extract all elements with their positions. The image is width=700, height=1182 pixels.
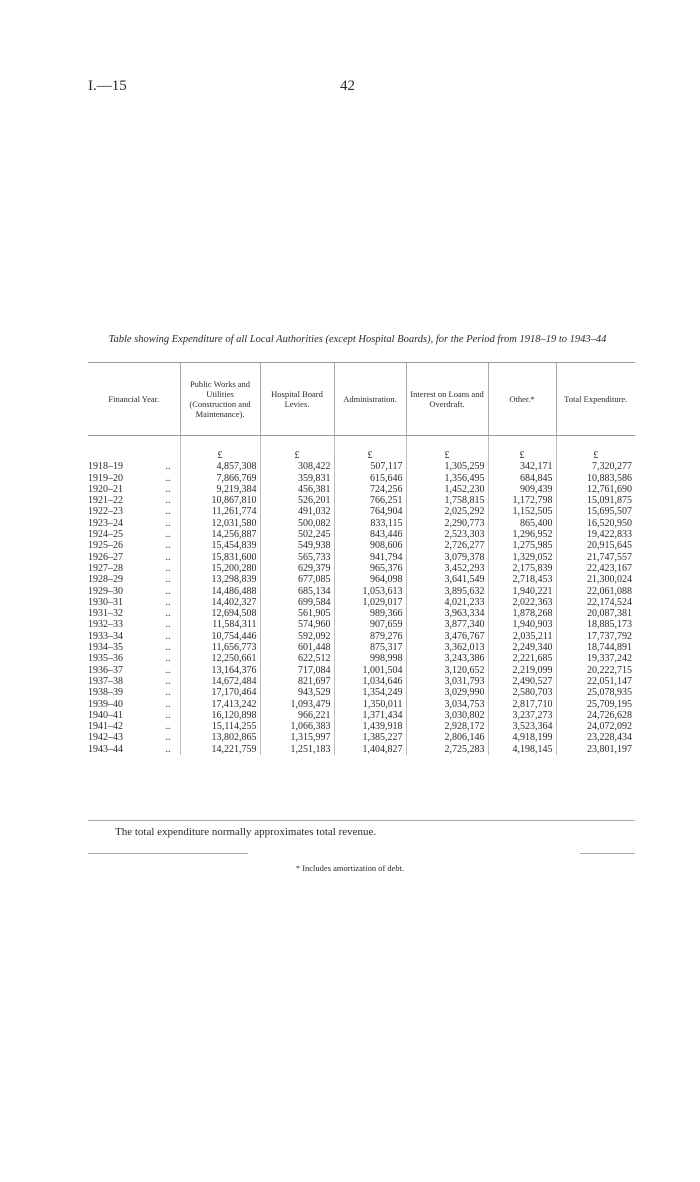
cell-total: 20,915,645 xyxy=(556,540,635,551)
cell-public-works: 13,164,376 xyxy=(180,665,260,676)
cell-admin: 615,646 xyxy=(334,473,406,484)
cell-interest: 3,079,378 xyxy=(406,552,488,563)
financial-year: 1936–37 xyxy=(88,664,123,676)
financial-year: 1922–23 xyxy=(88,506,123,518)
financial-year: 1934–35 xyxy=(88,642,123,654)
leader-dots: .. xyxy=(165,608,171,620)
cell-public-works: 12,031,580 xyxy=(180,518,260,529)
cell-other: 3,523,364 xyxy=(488,721,556,732)
currency-symbol: £ xyxy=(488,436,556,462)
cell-other: 1,152,505 xyxy=(488,506,556,517)
cell-other: 1,940,221 xyxy=(488,586,556,597)
cell-public-works: 10,754,446 xyxy=(180,631,260,642)
leader-dots: .. xyxy=(165,506,171,518)
leader-dots: .. xyxy=(165,619,171,631)
leader-dots: .. xyxy=(165,630,171,642)
leader-dots: .. xyxy=(165,596,171,608)
cell-admin: 964,098 xyxy=(334,574,406,585)
cell-total: 24,726,628 xyxy=(556,710,635,721)
cell-admin: 965,376 xyxy=(334,563,406,574)
financial-year: 1920–21 xyxy=(88,483,123,495)
cell-interest: 3,476,767 xyxy=(406,631,488,642)
cell-total: 18,744,891 xyxy=(556,642,635,653)
currency-symbol: £ xyxy=(334,436,406,462)
cell-public-works: 16,120,898 xyxy=(180,710,260,721)
cell-interest: 3,362,013 xyxy=(406,642,488,653)
currency-symbol: £ xyxy=(180,436,260,462)
cell-public-works: 14,256,887 xyxy=(180,529,260,540)
table-row xyxy=(88,608,635,619)
cell-hospital: 308,422 xyxy=(260,461,334,472)
cell-other: 2,175,839 xyxy=(488,563,556,574)
financial-year: 1929–30 xyxy=(88,585,123,597)
financial-year: 1919–20 xyxy=(88,472,123,484)
cell-hospital: 943,529 xyxy=(260,687,334,698)
table-row xyxy=(88,540,635,551)
cell-admin: 1,034,646 xyxy=(334,676,406,687)
cell-admin: 507,117 xyxy=(334,461,406,472)
cell-interest: 1,356,495 xyxy=(406,473,488,484)
table-row xyxy=(88,518,635,529)
divider xyxy=(88,820,635,821)
cell-admin: 1,029,017 xyxy=(334,597,406,608)
cell-public-works: 15,200,280 xyxy=(180,563,260,574)
leader-dots: .. xyxy=(165,540,171,552)
financial-year: 1931–32 xyxy=(88,608,123,620)
currency-symbol: £ xyxy=(406,436,488,462)
cell-public-works: 11,656,773 xyxy=(180,642,260,653)
cell-public-works: 13,802,865 xyxy=(180,732,260,743)
table-row xyxy=(88,687,635,698)
cell-hospital: 966,221 xyxy=(260,710,334,721)
cell-other: 2,221,685 xyxy=(488,653,556,664)
leader-dots: .. xyxy=(165,743,171,755)
financial-year: 1928–29 xyxy=(88,574,123,586)
cell-other: 2,022,363 xyxy=(488,597,556,608)
financial-year: 1918–19 xyxy=(88,461,123,473)
leader-dots: .. xyxy=(165,709,171,721)
cell-hospital: 561,905 xyxy=(260,608,334,619)
page-number: 42 xyxy=(340,78,355,94)
cell-interest: 3,895,632 xyxy=(406,586,488,597)
cell-interest: 1,452,230 xyxy=(406,484,488,495)
cell-admin: 833,115 xyxy=(334,518,406,529)
table-row xyxy=(88,653,635,664)
cell-total: 16,520,950 xyxy=(556,518,635,529)
cell-interest: 3,034,753 xyxy=(406,699,488,710)
cell-total: 22,174,524 xyxy=(556,597,635,608)
financial-year: 1925–26 xyxy=(88,540,123,552)
cell-interest: 3,877,340 xyxy=(406,619,488,630)
table-row xyxy=(88,631,635,642)
cell-total: 7,320,277 xyxy=(556,461,635,472)
table-row xyxy=(88,732,635,743)
cell-other: 4,918,199 xyxy=(488,732,556,743)
table-row xyxy=(88,586,635,597)
cell-hospital: 574,960 xyxy=(260,619,334,630)
cell-hospital: 491,032 xyxy=(260,506,334,517)
cell-interest: 3,030,802 xyxy=(406,710,488,721)
leader-dots: .. xyxy=(165,495,171,507)
cell-hospital: 1,251,183 xyxy=(260,744,334,755)
leader-dots: .. xyxy=(165,574,171,586)
table-row xyxy=(88,721,635,732)
header-hospital-levies: Hospital Board Levies. xyxy=(260,363,334,436)
divider xyxy=(88,853,248,854)
financial-year: 1935–36 xyxy=(88,653,123,665)
table-row xyxy=(88,699,635,710)
cell-total: 19,422,833 xyxy=(556,529,635,540)
table-row xyxy=(88,461,635,472)
cell-public-works: 17,170,464 xyxy=(180,687,260,698)
cell-other: 1,296,952 xyxy=(488,529,556,540)
cell-interest: 3,963,334 xyxy=(406,608,488,619)
cell-public-works: 12,694,508 xyxy=(180,608,260,619)
header-financial-year: Financial Year. xyxy=(88,363,180,436)
cell-other: 1,329,052 xyxy=(488,552,556,563)
cell-total: 21,747,557 xyxy=(556,552,635,563)
cell-hospital: 821,697 xyxy=(260,676,334,687)
leader-dots: .. xyxy=(165,585,171,597)
header-administration: Administration. xyxy=(334,363,406,436)
financial-year: 1939–40 xyxy=(88,698,123,710)
currency-symbol: £ xyxy=(556,436,635,462)
financial-year: 1932–33 xyxy=(88,619,123,631)
currency-unit-row xyxy=(88,436,635,462)
cell-admin: 875,317 xyxy=(334,642,406,653)
leader-dots: .. xyxy=(165,472,171,484)
cell-hospital: 456,381 xyxy=(260,484,334,495)
table-row xyxy=(88,552,635,563)
cell-other: 2,219,099 xyxy=(488,665,556,676)
cell-total: 20,087,381 xyxy=(556,608,635,619)
cell-admin: 1,404,827 xyxy=(334,744,406,755)
leader-dots: .. xyxy=(165,653,171,665)
cell-total: 10,883,586 xyxy=(556,473,635,484)
cell-interest: 2,726,277 xyxy=(406,540,488,551)
table-title: Table showing Expenditure of all Local Authorities (except Hospital Boards), for the Period from 1918–19 to 1943–44 xyxy=(108,334,607,345)
cell-other: 684,845 xyxy=(488,473,556,484)
cell-hospital: 1,066,383 xyxy=(260,721,334,732)
cell-admin: 766,251 xyxy=(334,495,406,506)
page-reference: I.—15 xyxy=(88,78,127,94)
table-row xyxy=(88,597,635,608)
cell-public-works: 14,402,327 xyxy=(180,597,260,608)
cell-admin: 843,446 xyxy=(334,529,406,540)
cell-admin: 907,659 xyxy=(334,619,406,630)
cell-public-works: 4,857,308 xyxy=(180,461,260,472)
cell-admin: 1,354,249 xyxy=(334,687,406,698)
cell-public-works: 14,486,488 xyxy=(180,586,260,597)
financial-year: 1940–41 xyxy=(88,709,123,721)
cell-hospital: 565,733 xyxy=(260,552,334,563)
cell-total: 23,228,434 xyxy=(556,732,635,743)
table-row xyxy=(88,529,635,540)
table-header-row xyxy=(88,363,635,436)
cell-public-works: 7,866,769 xyxy=(180,473,260,484)
leader-dots: .. xyxy=(165,461,171,473)
cell-admin: 1,385,227 xyxy=(334,732,406,743)
header-total: Total Expenditure. xyxy=(556,363,635,436)
table-row xyxy=(88,665,635,676)
table-row xyxy=(88,744,635,755)
footnote: * Includes amortization of debt. xyxy=(295,863,405,873)
cell-public-works: 15,831,600 xyxy=(180,552,260,563)
table-row xyxy=(88,484,635,495)
cell-other: 3,237,273 xyxy=(488,710,556,721)
financial-year: 1926–27 xyxy=(88,551,123,563)
header-interest: Interest on Loans and Overdraft. xyxy=(406,363,488,436)
cell-admin: 879,276 xyxy=(334,631,406,642)
cell-total: 17,737,792 xyxy=(556,631,635,642)
cell-other: 342,171 xyxy=(488,461,556,472)
cell-total: 25,709,195 xyxy=(556,699,635,710)
cell-admin: 989,366 xyxy=(334,608,406,619)
cell-hospital: 592,092 xyxy=(260,631,334,642)
cell-hospital: 677,085 xyxy=(260,574,334,585)
cell-hospital: 1,093,479 xyxy=(260,699,334,710)
cell-public-works: 10,867,810 xyxy=(180,495,260,506)
financial-year: 1938–39 xyxy=(88,687,123,699)
cell-admin: 998,998 xyxy=(334,653,406,664)
cell-interest: 2,806,146 xyxy=(406,732,488,743)
leader-dots: .. xyxy=(165,562,171,574)
cell-admin: 724,256 xyxy=(334,484,406,495)
leader-dots: .. xyxy=(165,698,171,710)
financial-year: 1943–44 xyxy=(88,743,123,755)
financial-year: 1924–25 xyxy=(88,529,123,541)
leader-dots: .. xyxy=(165,642,171,654)
cell-public-works: 12,250,661 xyxy=(180,653,260,664)
cell-public-works: 9,219,384 xyxy=(180,484,260,495)
cell-other: 2,580,703 xyxy=(488,687,556,698)
leader-dots: .. xyxy=(165,687,171,699)
cell-hospital: 601,448 xyxy=(260,642,334,653)
leader-dots: .. xyxy=(165,551,171,563)
cell-interest: 2,290,773 xyxy=(406,518,488,529)
cell-hospital: 502,245 xyxy=(260,529,334,540)
cell-hospital: 500,082 xyxy=(260,518,334,529)
table-row xyxy=(88,574,635,585)
cell-other: 1,878,268 xyxy=(488,608,556,619)
leader-dots: .. xyxy=(165,483,171,495)
table-row xyxy=(88,642,635,653)
cell-other: 2,817,710 xyxy=(488,699,556,710)
cell-total: 22,061,088 xyxy=(556,586,635,597)
table-row xyxy=(88,619,635,630)
cell-total: 15,091,875 xyxy=(556,495,635,506)
header-public-works: Public Works and Utilities (Construction and Maintenance). xyxy=(180,363,260,436)
cell-total: 22,051,147 xyxy=(556,676,635,687)
cell-hospital: 622,512 xyxy=(260,653,334,664)
cell-total: 12,761,690 xyxy=(556,484,635,495)
cell-hospital: 526,201 xyxy=(260,495,334,506)
leader-dots: .. xyxy=(165,721,171,733)
cell-hospital: 1,315,997 xyxy=(260,732,334,743)
leader-dots: .. xyxy=(165,732,171,744)
cell-interest: 3,243,386 xyxy=(406,653,488,664)
financial-year: 1941–42 xyxy=(88,721,123,733)
cell-public-works: 11,584,311 xyxy=(180,619,260,630)
cell-admin: 941,794 xyxy=(334,552,406,563)
cell-total: 25,078,935 xyxy=(556,687,635,698)
cell-total: 18,885,173 xyxy=(556,619,635,630)
expenditure-table xyxy=(88,362,635,755)
cell-admin: 1,350,011 xyxy=(334,699,406,710)
leader-dots: .. xyxy=(165,529,171,541)
cell-interest: 4,021,233 xyxy=(406,597,488,608)
cell-admin: 908,606 xyxy=(334,540,406,551)
table-row xyxy=(88,710,635,721)
cell-total: 20,222,715 xyxy=(556,665,635,676)
financial-year: 1923–24 xyxy=(88,517,123,529)
cell-other: 865,400 xyxy=(488,518,556,529)
cell-interest: 1,758,815 xyxy=(406,495,488,506)
cell-other: 2,249,340 xyxy=(488,642,556,653)
cell-public-works: 14,221,759 xyxy=(180,744,260,755)
cell-admin: 1,053,613 xyxy=(334,586,406,597)
cell-interest: 2,725,283 xyxy=(406,744,488,755)
cell-other: 4,198,145 xyxy=(488,744,556,755)
cell-admin: 1,001,504 xyxy=(334,665,406,676)
cell-interest: 3,452,293 xyxy=(406,563,488,574)
cell-total: 21,300,024 xyxy=(556,574,635,585)
cell-public-works: 15,114,255 xyxy=(180,721,260,732)
table-row xyxy=(88,506,635,517)
financial-year: 1921–22 xyxy=(88,495,123,507)
currency-symbol: £ xyxy=(260,436,334,462)
cell-interest: 3,120,652 xyxy=(406,665,488,676)
cell-other: 2,490,527 xyxy=(488,676,556,687)
cell-hospital: 549,938 xyxy=(260,540,334,551)
header-other: Other.* xyxy=(488,363,556,436)
leader-dots: .. xyxy=(165,664,171,676)
cell-hospital: 629,379 xyxy=(260,563,334,574)
cell-other: 1,172,798 xyxy=(488,495,556,506)
cell-interest: 2,523,303 xyxy=(406,529,488,540)
cell-interest: 2,025,292 xyxy=(406,506,488,517)
cell-public-works: 15,454,839 xyxy=(180,540,260,551)
table-row xyxy=(88,563,635,574)
cell-public-works: 13,298,839 xyxy=(180,574,260,585)
cell-other: 2,035,211 xyxy=(488,631,556,642)
cell-admin: 1,439,918 xyxy=(334,721,406,732)
table-row xyxy=(88,495,635,506)
cell-interest: 3,641,549 xyxy=(406,574,488,585)
cell-public-works: 17,413,242 xyxy=(180,699,260,710)
financial-year: 1942–43 xyxy=(88,732,123,744)
cell-other: 1,940,903 xyxy=(488,619,556,630)
cell-total: 23,801,197 xyxy=(556,744,635,755)
divider xyxy=(580,853,635,854)
cell-total: 15,695,507 xyxy=(556,506,635,517)
cell-hospital: 717,084 xyxy=(260,665,334,676)
cell-interest: 3,029,990 xyxy=(406,687,488,698)
cell-hospital: 359,831 xyxy=(260,473,334,484)
leader-dots: .. xyxy=(165,675,171,687)
table-row xyxy=(88,676,635,687)
cell-interest: 3,031,793 xyxy=(406,676,488,687)
table-row xyxy=(88,473,635,484)
financial-year: 1937–38 xyxy=(88,675,123,687)
cell-other: 2,718,453 xyxy=(488,574,556,585)
cell-interest: 1,305,259 xyxy=(406,461,488,472)
cell-public-works: 14,672,484 xyxy=(180,676,260,687)
cell-admin: 764,904 xyxy=(334,506,406,517)
cell-other: 1,275,985 xyxy=(488,540,556,551)
financial-year: 1927–28 xyxy=(88,562,123,574)
cell-total: 19,337,242 xyxy=(556,653,635,664)
cell-total: 22,423,167 xyxy=(556,563,635,574)
table-note: The total expenditure normally approximates total revenue. xyxy=(115,826,377,838)
financial-year: 1930–31 xyxy=(88,596,123,608)
leader-dots: .. xyxy=(165,517,171,529)
financial-year: 1933–34 xyxy=(88,630,123,642)
cell-other: 909,439 xyxy=(488,484,556,495)
cell-interest: 2,928,172 xyxy=(406,721,488,732)
cell-admin: 1,371,434 xyxy=(334,710,406,721)
cell-total: 24,072,092 xyxy=(556,721,635,732)
cell-hospital: 699,584 xyxy=(260,597,334,608)
cell-hospital: 685,134 xyxy=(260,586,334,597)
cell-public-works: 11,261,774 xyxy=(180,506,260,517)
